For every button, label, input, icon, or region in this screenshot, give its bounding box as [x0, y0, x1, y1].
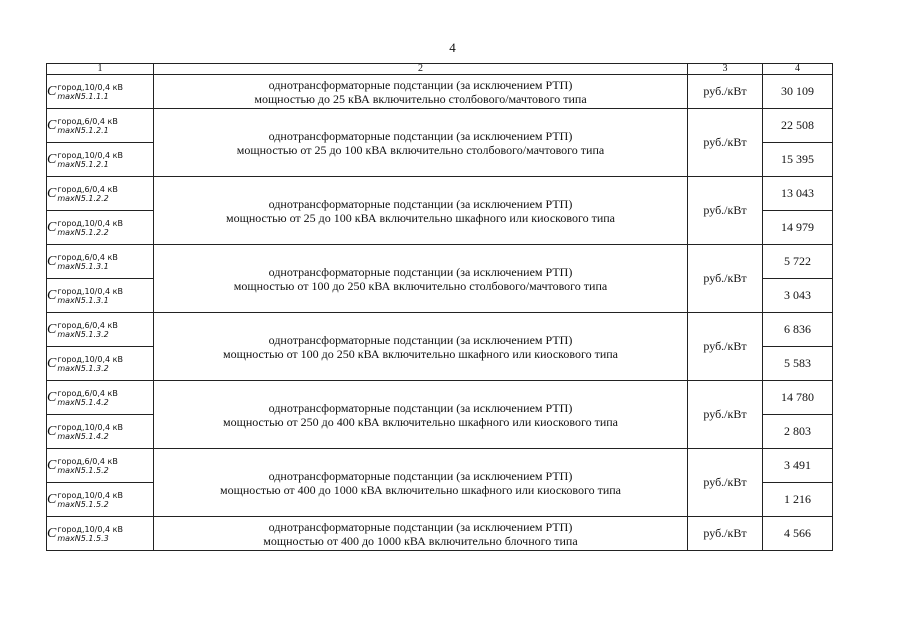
symbol-superscript: город,10/0,4 кВ [57, 286, 123, 296]
symbol-letter: C [47, 253, 57, 269]
symbol-subscript: maxN5.1.5.2 [57, 465, 109, 475]
page-number: 4 [449, 40, 456, 55]
symbol-subscript: maxN5.1.3.1 [57, 261, 109, 271]
description-line: однотрансформаторные подстанции (за исключением РТП) [268, 400, 573, 415]
symbol-indices [57, 151, 123, 169]
symbol-subscript: maxN5.1.2.1 [57, 159, 109, 169]
value-cell: 1 216 [763, 483, 833, 517]
tariff-symbol [47, 117, 118, 135]
symbol-indices [57, 525, 123, 543]
symbol-cell [47, 483, 154, 517]
symbol-subscript: maxN5.1.4.2 [57, 431, 109, 441]
symbol-indices [57, 117, 118, 135]
tariff-symbol [47, 525, 123, 543]
tariff-symbol [47, 389, 118, 407]
description-cell [154, 517, 688, 551]
table-row [47, 109, 833, 143]
symbol-subscript: maxN5.1.1.1 [57, 91, 109, 101]
description-line: мощностью от 25 до 100 кВА включительно шкафного или киоскового типа [226, 210, 615, 225]
symbol-indices [57, 457, 118, 475]
tariff-symbol [47, 253, 118, 271]
description-line: мощностью от 250 до 400 кВА включительно шкафного или киоскового типа [223, 414, 618, 429]
symbol-superscript: город,6/0,4 кВ [57, 116, 118, 126]
symbol-indices [57, 83, 123, 101]
table-body [47, 75, 833, 551]
symbol-letter: C [47, 457, 57, 473]
description-cell [154, 109, 688, 177]
symbol-superscript: город,6/0,4 кВ [57, 320, 118, 330]
symbol-letter: C [47, 151, 57, 167]
table-row [47, 75, 833, 109]
symbol-superscript: город,10/0,4 кВ [57, 354, 123, 364]
tariff-symbol [47, 151, 123, 169]
symbol-letter: C [47, 525, 57, 541]
description-line: мощностью от 100 до 250 кВА включительно столбового/мачтового типа [233, 278, 608, 293]
symbol-superscript: город,6/0,4 кВ [57, 252, 118, 262]
tariff-symbol [47, 83, 123, 101]
symbol-subscript: maxN5.1.2.1 [57, 125, 109, 135]
symbol-cell [47, 143, 154, 177]
description-line: однотрансформаторные подстанции (за исключением РТП) [268, 196, 573, 211]
symbol-subscript: maxN5.1.2.2 [57, 193, 109, 203]
symbol-letter: C [47, 389, 57, 405]
unit-cell: руб./кВт [688, 381, 763, 449]
symbol-cell [47, 279, 154, 313]
value-cell: 14 979 [763, 211, 833, 245]
description-line: однотрансформаторные подстанции (за исключением РТП) [268, 332, 573, 347]
table-row [47, 177, 833, 211]
table-row [47, 381, 833, 415]
value-cell: 15 395 [763, 143, 833, 177]
description-cell [154, 313, 688, 381]
column-number: 2 [154, 64, 688, 75]
symbol-letter: C [47, 423, 57, 439]
symbol-indices [57, 185, 118, 203]
tariff-symbol [47, 321, 118, 339]
description-line: однотрансформаторные подстанции (за исключением РТП) [268, 77, 573, 92]
value-cell: 2 803 [763, 415, 833, 449]
description-line: мощностью до 25 кВА включительно столбового/мачтового типа [254, 91, 587, 106]
symbol-letter: C [47, 491, 57, 507]
unit-cell: руб./кВт [688, 245, 763, 313]
symbol-superscript: город,6/0,4 кВ [57, 388, 118, 398]
description-line: однотрансформаторные подстанции (за исключением РТП) [268, 519, 573, 534]
tariff-symbol [47, 423, 123, 441]
tariff-symbol [47, 287, 123, 305]
description-line: мощностью от 25 до 100 кВА включительно столбового/мачтового типа [236, 142, 605, 157]
symbol-superscript: город,10/0,4 кВ [57, 422, 123, 432]
value-cell: 5 583 [763, 347, 833, 381]
symbol-cell [47, 75, 154, 109]
tariff-symbol [47, 185, 118, 203]
symbol-cell [47, 109, 154, 143]
symbol-cell [47, 449, 154, 483]
symbol-superscript: город,10/0,4 кВ [57, 218, 123, 228]
symbol-superscript: город,10/0,4 кВ [57, 490, 123, 500]
description-cell [154, 75, 688, 109]
symbol-letter: C [47, 287, 57, 303]
value-cell: 3 043 [763, 279, 833, 313]
symbol-indices [57, 287, 123, 305]
symbol-subscript: maxN5.1.3.2 [57, 329, 109, 339]
description-cell [154, 449, 688, 517]
symbol-letter: C [47, 185, 57, 201]
unit-cell: руб./кВт [688, 177, 763, 245]
symbol-indices [57, 491, 123, 509]
description-cell [154, 177, 688, 245]
column-number: 3 [688, 64, 763, 75]
value-cell: 13 043 [763, 177, 833, 211]
symbol-cell [47, 313, 154, 347]
symbol-cell [47, 517, 154, 551]
symbol-cell [47, 211, 154, 245]
symbol-cell [47, 177, 154, 211]
unit-cell: руб./кВт [688, 313, 763, 381]
symbol-cell [47, 245, 154, 279]
symbol-superscript: город,6/0,4 кВ [57, 184, 118, 194]
unit-cell: руб./кВт [688, 449, 763, 517]
value-cell: 30 109 [763, 75, 833, 109]
table-row [47, 449, 833, 483]
table-row [47, 313, 833, 347]
column-number: 4 [763, 64, 833, 75]
value-cell: 6 836 [763, 313, 833, 347]
symbol-subscript: maxN5.1.5.3 [57, 533, 109, 543]
value-cell: 22 508 [763, 109, 833, 143]
symbol-indices [57, 423, 123, 441]
symbol-cell [47, 347, 154, 381]
description-line: мощностью от 100 до 250 кВА включительно шкафного или киоскового типа [223, 346, 618, 361]
symbol-subscript: maxN5.1.2.2 [57, 227, 109, 237]
value-cell: 14 780 [763, 381, 833, 415]
table-row [47, 517, 833, 551]
symbol-cell [47, 415, 154, 449]
column-number: 1 [47, 64, 154, 75]
symbol-superscript: город,10/0,4 кВ [57, 150, 123, 160]
symbol-indices [57, 355, 123, 373]
symbol-letter: C [47, 117, 57, 133]
description-line: мощностью от 400 до 1000 кВА включительно шкафного или киоскового типа [220, 482, 621, 497]
symbol-letter: C [47, 321, 57, 337]
value-cell: 4 566 [763, 517, 833, 551]
description-line: однотрансформаторные подстанции (за исключением РТП) [268, 128, 573, 143]
symbol-subscript: maxN5.1.3.2 [57, 363, 109, 373]
tariff-table [46, 63, 833, 551]
symbol-indices [57, 253, 118, 271]
symbol-indices [57, 321, 118, 339]
symbol-letter: C [47, 355, 57, 371]
description-line: однотрансформаторные подстанции (за исключением РТП) [268, 468, 573, 483]
symbol-letter: C [47, 83, 57, 99]
table-row [47, 245, 833, 279]
tariff-symbol [47, 491, 123, 509]
description-line: однотрансформаторные подстанции (за исключением РТП) [268, 264, 573, 279]
symbol-superscript: город,6/0,4 кВ [57, 456, 118, 466]
value-cell: 3 491 [763, 449, 833, 483]
symbol-cell [47, 381, 154, 415]
description-cell [154, 381, 688, 449]
description-line: мощностью от 400 до 1000 кВА включительно блочного типа [263, 533, 578, 548]
symbol-subscript: maxN5.1.4.2 [57, 397, 109, 407]
tariff-symbol [47, 457, 118, 475]
symbol-subscript: maxN5.1.5.2 [57, 499, 109, 509]
symbol-indices [57, 219, 123, 237]
column-number-row [47, 64, 833, 75]
symbol-superscript: город,10/0,4 кВ [57, 82, 123, 92]
description-cell [154, 245, 688, 313]
tariff-symbol [47, 219, 123, 237]
tariff-symbol [47, 355, 123, 373]
unit-cell: руб./кВт [688, 517, 763, 551]
symbol-subscript: maxN5.1.3.1 [57, 295, 109, 305]
unit-cell: руб./кВт [688, 109, 763, 177]
symbol-letter: C [47, 219, 57, 235]
symbol-superscript: город,10/0,4 кВ [57, 524, 123, 534]
unit-cell: руб./кВт [688, 75, 763, 109]
symbol-indices [57, 389, 118, 407]
value-cell: 5 722 [763, 245, 833, 279]
